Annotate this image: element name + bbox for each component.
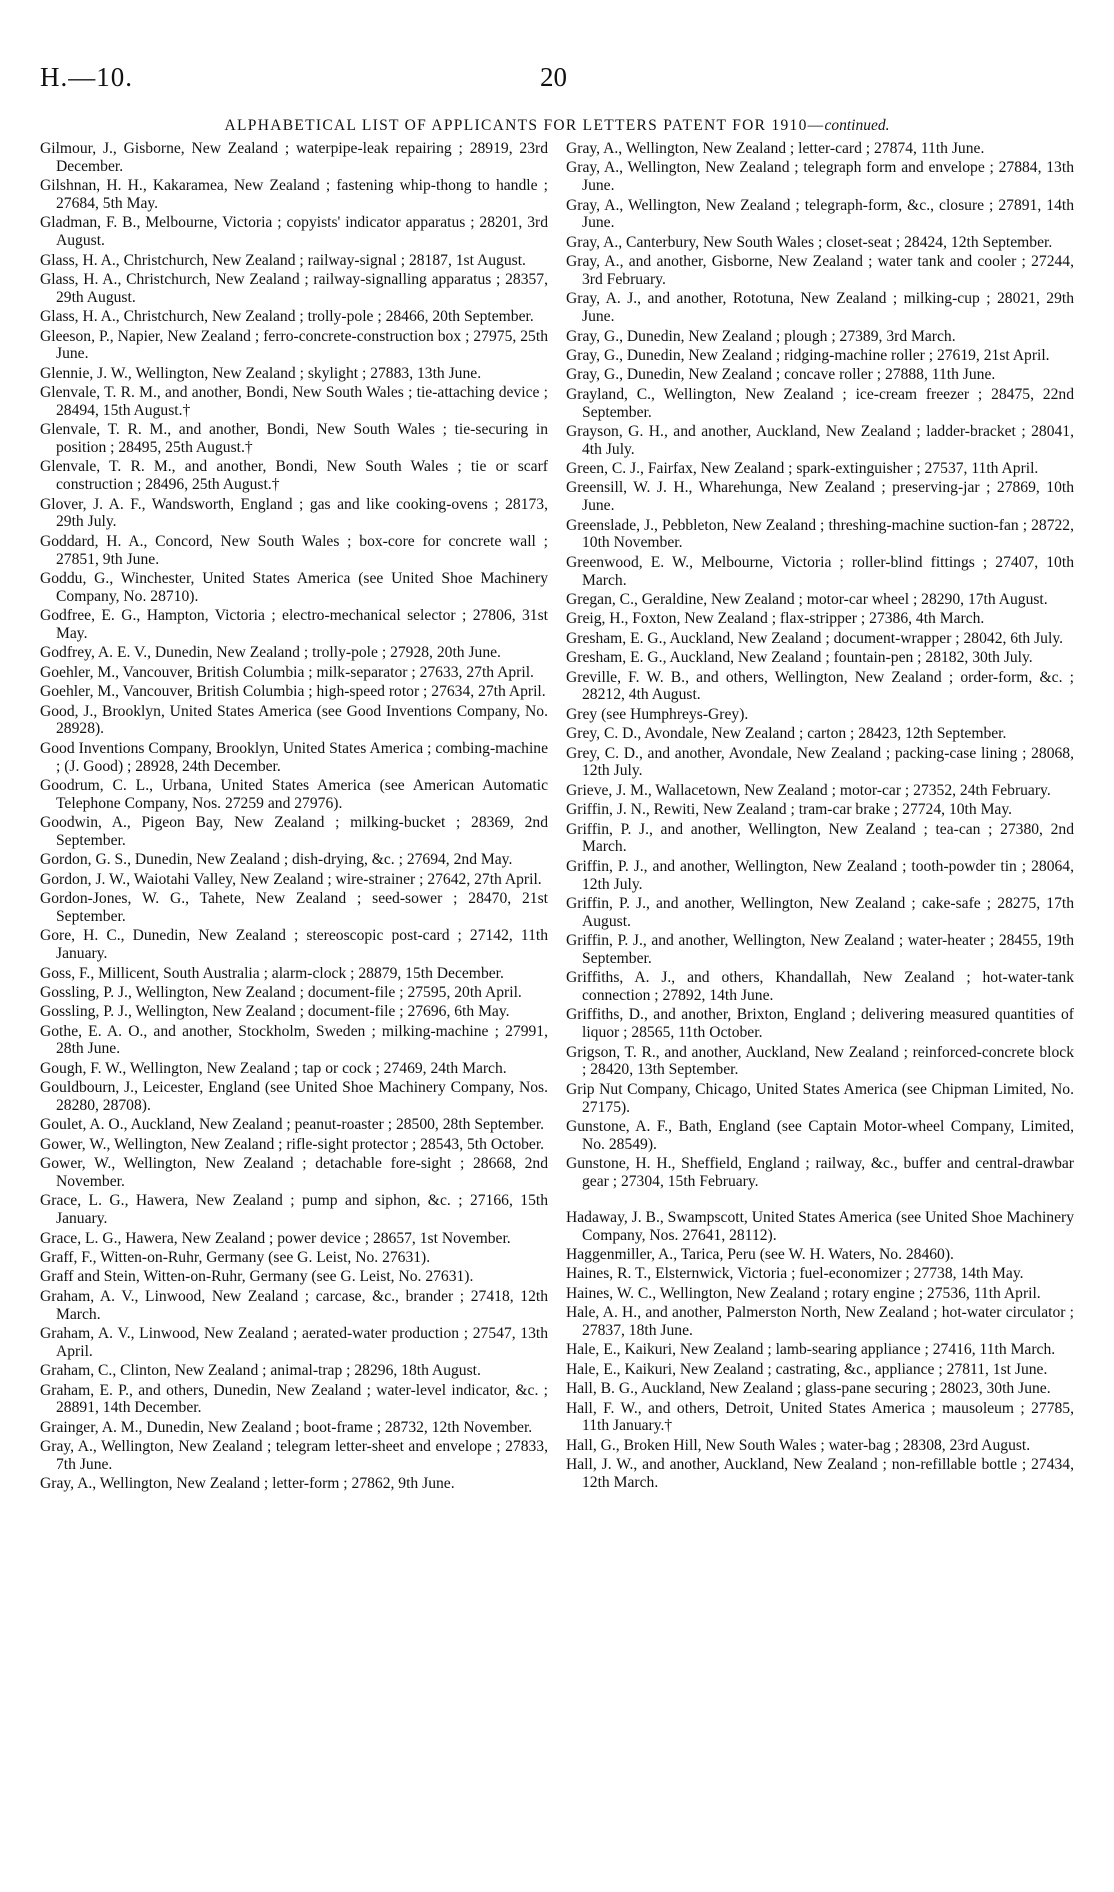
list-item: Gray, G., Dunedin, New Zealand ; plough ; 27389, 3rd March.: [566, 327, 956, 345]
list-item: Gilshnan, H. H., Kakaramea, New Zealand ; fastening whip-thong to handle ; 27684, 5th May.: [40, 177, 548, 212]
list-item: Glenvale, T. R. M., and another, Bondi, New South Wales ; tie or scarf construction ; 28496, 25th August.†: [40, 458, 548, 494]
list-item: Greig, H., Foxton, New Zealand ; flax-stripper ; 27386, 4th March.: [566, 610, 985, 628]
list-item: Glennie, J. W., Wellington, New Zealand ; skylight ; 27883, 13th June.: [40, 364, 482, 382]
list-item: Glover, J. A. F., Wandsworth, England ; gas and like cooking-ovens ; 28173, 29th July.: [40, 495, 548, 531]
list-item: Gleeson, P., Napier, New Zealand ; ferro-concrete-construction box ; 27975, 25th June.: [40, 327, 548, 363]
list-item: Grey, C. D., and another, Avondale, New Zealand ; packing-case lining ; 28068, 12th July.: [566, 744, 1074, 780]
list-item: Goodrum, C. L., Urbana, United States America (see American Automatic Telephone Company, Nos. 27259 and 27976).: [40, 776, 548, 812]
list-item: Griffin, P. J., and another, Wellington, New Zealand ; water-heater ; 28455, 19th September.: [566, 932, 1074, 967]
list-item: Gordon-Jones, W. G., Tahete, New Zealand ; seed-sower ; 28470, 21st September.: [40, 890, 548, 925]
list-item: Griffin, J. N., Rewiti, New Zealand ; tram-car brake ; 27724, 10th May.: [566, 801, 1013, 819]
list-item: Haines, R. T., Elsternwick, Victoria ; fuel-economizer ; 27738, 14th May.: [566, 1265, 1024, 1283]
list-item: Gore, H. C., Dunedin, New Zealand ; stereoscopic post-card ; 27142, 11th January.: [40, 927, 548, 963]
list-item: Graham, E. P., and others, Dunedin, New Zealand ; water-level indicator, &c. ; 28891, 14th December.: [40, 1381, 548, 1417]
list-item: Greensill, W. J. H., Wharehunga, New Zealand ; preserving-jar ; 27869, 10th June.: [566, 479, 1074, 515]
page-title: [0, 117, 1114, 135]
list-item: Goodwin, A., Pigeon Bay, New Zealand ; milking-bucket ; 28369, 2nd September.: [40, 814, 548, 849]
list-item: Hall, B. G., Auckland, New Zealand ; glass-pane securing ; 28023, 30th June.: [566, 1380, 1051, 1398]
list-item: Gray, A., Wellington, New Zealand ; telegraph form and envelope ; 27884, 13th June.: [566, 159, 1074, 195]
list-item: Gray, G., Dunedin, New Zealand ; concave roller ; 27888, 11th June.: [566, 366, 996, 384]
list-item: Gray, A., Canterbury, New South Wales ; closet-seat ; 28424, 12th September.: [566, 233, 1053, 251]
list-item: Goddard, H. A., Concord, New South Wales ; box-core for concrete wall ; 27851, 9th June.: [40, 532, 548, 568]
list-item: Grayson, G. H., and another, Auckland, New Zealand ; ladder-bracket ; 28041, 4th July.: [566, 422, 1074, 458]
list-item: Griffiths, A. J., and others, Khandallah, New Zealand ; hot-water-tank connection ; 27892, 14th June.: [566, 969, 1074, 1005]
list-item: Graham, A. V., Linwood, New Zealand ; aerated-water production ; 27547, 13th April.: [40, 1324, 548, 1360]
list-item: Gouldbourn, J., Leicester, England (see United Shoe Machinery Company, Nos. 28280, 28708).: [40, 1079, 548, 1115]
left-column: [40, 140, 548, 1495]
list-item: Gray, G., Dunedin, New Zealand ; ridging-machine roller ; 27619, 21st April.: [566, 346, 1050, 364]
list-item: Gray, A., and another, Gisborne, New Zealand ; water tank and cooler ; 27244, 3rd February.: [566, 253, 1074, 288]
page-number: 20: [540, 62, 567, 92]
list-item: Gordon, J. W., Waiotahi Valley, New Zealand ; wire-strainer ; 27642, 27th April.: [40, 870, 542, 888]
list-item: Graff and Stein, Witten-on-Ruhr, Germany (see G. Leist, No. 27631).: [40, 1268, 474, 1286]
list-item: Haggenmiller, A., Tarica, Peru (see W. H. Waters, No. 28460).: [566, 1246, 954, 1263]
list-item: Grieve, J. M., Wallacetown, New Zealand ; motor-car ; 27352, 24th February.: [566, 781, 1051, 799]
list-item: Gunstone, A. F., Bath, England (see Captain Motor-wheel Company, Limited, No. 28549).: [566, 1118, 1074, 1153]
list-item: Greenwood, E. W., Melbourne, Victoria ; roller-blind fittings ; 27407, 10th March.: [566, 553, 1074, 589]
list-item: Gresham, E. G., Auckland, New Zealand ; fountain-pen ; 28182, 30th July.: [566, 649, 1033, 667]
list-item: Glass, H. A., Christchurch, New Zealand ; trolly-pole ; 28466, 20th September.: [40, 308, 534, 326]
list-item: Gladman, F. B., Melbourne, Victoria ; copyists' indicator apparatus ; 28201, 3rd August.: [40, 214, 548, 250]
list-item: Griffin, P. J., and another, Wellington, New Zealand ; cake-safe ; 28275, 17th August.: [566, 894, 1074, 930]
list-item: Gray, A., Wellington, New Zealand ; letter-card ; 27874, 11th June.: [566, 140, 985, 157]
list-item: Hale, E., Kaikuri, New Zealand ; lamb-searing appliance ; 27416, 11th March.: [566, 1341, 1056, 1359]
list-item: Hadaway, J. B., Swampscott, United States America (see United Shoe Machinery Company, Nos. 27641, 28112).: [566, 1208, 1074, 1244]
list-item: Hall, J. W., and another, Auckland, New Zealand ; non-refillable bottle ; 27434, 12th March.: [566, 1456, 1074, 1491]
list-item: Gower, W., Wellington, New Zealand ; rifle-sight protector ; 28543, 5th October.: [40, 1135, 545, 1153]
list-item: Grace, L. G., Hawera, New Zealand ; power device ; 28657, 1st November.: [40, 1229, 511, 1247]
list-item: Griffin, P. J., and another, Wellington, New Zealand ; tea-can ; 27380, 2nd March.: [566, 820, 1074, 856]
list-item: Graff, F., Witten-on-Ruhr, Germany (see G. Leist, No. 27631).: [40, 1248, 431, 1266]
list-item: Gray, A. J., and another, Rototuna, New Zealand ; milking-cup ; 28021, 29th June.: [566, 290, 1074, 326]
list-item: Hall, F. W., and others, Detroit, United States America ; mausoleum ; 27785, 11th January.†: [566, 1399, 1074, 1435]
list-item: Godfree, E. G., Hampton, Victoria ; electro-mechanical selector ; 27806, 31st May.: [40, 607, 548, 643]
list-item: Grace, L. G., Hawera, New Zealand ; pump and siphon, &c. ; 27166, 15th January.: [40, 1192, 548, 1228]
list-item: Gray, A., Wellington, New Zealand ; telegram letter-sheet and envelope ; 27833, 7th June.: [40, 1438, 548, 1473]
list-item: Griffiths, D., and another, Brixton, England ; delivering measured quantities of liquor ; 28565, 11th October.: [566, 1006, 1074, 1042]
list-item: Hall, G., Broken Hill, New South Wales ; water-bag ; 28308, 23rd August.: [566, 1436, 1031, 1454]
list-item: Green, C. J., Fairfax, New Zealand ; spark-extinguisher ; 27537, 11th April.: [566, 460, 1039, 478]
list-item: Glenvale, T. R. M., and another, Bondi, New South Wales ; tie-attaching device ; 28494, 15th August.†: [40, 384, 548, 419]
list-item: Hale, A. H., and another, Palmerston North, New Zealand ; hot-water circulator ; 27837, 18th June.: [566, 1304, 1074, 1339]
list-item: Greville, F. W. B., and others, Wellington, New Zealand ; order-form, &c. ; 28212, 4th August.: [566, 668, 1074, 704]
list-item: Goehler, M., Vancouver, British Columbia ; high-speed rotor ; 27634, 27th April.: [40, 683, 546, 701]
list-item: Gunstone, H. H., Sheffield, England ; railway, &c., buffer and central-drawbar gear ; 27304, 15th February.: [566, 1155, 1074, 1191]
list-item: Grey, C. D., Avondale, New Zealand ; carton ; 28423, 12th September.: [566, 725, 1007, 743]
list-item: Glass, H. A., Christchurch, New Zealand ; railway-signalling apparatus ; 28357, 29th August.: [40, 270, 548, 306]
page-title-main: ALPHABETICAL LIST OF APPLICANTS FOR LETTERS PATENT FOR 1910—: [224, 117, 825, 134]
list-item: Grey (see Humphreys-Grey).: [566, 705, 749, 723]
page-title-continued: continued.: [824, 117, 890, 134]
list-item: Gregan, C., Geraldine, New Zealand ; motor-car wheel ; 28290, 17th August.: [566, 591, 1048, 609]
list-item: Goehler, M., Vancouver, British Columbia ; milk-separator ; 27633, 27th April.: [40, 663, 534, 681]
list-item: Goulet, A. O., Auckland, New Zealand ; peanut-roaster ; 28500, 28th September.: [40, 1116, 545, 1134]
list-item: Gray, A., Wellington, New Zealand ; telegraph-form, &c., closure ; 27891, 14th June.: [566, 196, 1074, 232]
list-item: Good Inventions Company, Brooklyn, United States America ; combing-machine ; (J. Good) ; 28928, 24th December.: [40, 739, 548, 775]
list-item: Grigson, T. R., and another, Auckland, New Zealand ; reinforced-concrete block ; 28420, 13th September.: [566, 1043, 1074, 1079]
list-item: Gower, W., Wellington, New Zealand ; detachable fore-sight ; 28668, 2nd November.: [40, 1155, 548, 1191]
list-item: Glass, H. A., Christchurch, New Zealand ; railway-signal ; 28187, 1st August.: [40, 251, 526, 269]
list-item: Grip Nut Company, Chicago, United States America (see Chipman Limited, No. 27175).: [566, 1080, 1074, 1116]
list-item: Graham, C., Clinton, New Zealand ; animal-trap ; 28296, 18th August.: [40, 1362, 481, 1380]
list-item: Grayland, C., Wellington, New Zealand ; ice-cream freezer ; 28475, 22nd September.: [566, 385, 1074, 421]
document-code: H.—10.: [40, 62, 133, 92]
list-item: Good, J., Brooklyn, United States America (see Good Inventions Company, No. 28928).: [40, 702, 548, 738]
list-item: Gossling, P. J., Wellington, New Zealand ; document-file ; 27595, 20th April.: [40, 983, 522, 1001]
list-item: Gossling, P. J., Wellington, New Zealand ; document-file ; 27696, 6th May.: [40, 1003, 510, 1021]
list-item: Gilmour, J., Gisborne, New Zealand ; waterpipe-leak repairing ; 28919, 23rd December.: [40, 140, 548, 175]
list-item: Gresham, E. G., Auckland, New Zealand ; document-wrapper ; 28042, 6th July.: [566, 629, 1063, 647]
list-item: Gough, F. W., Wellington, New Zealand ; tap or cock ; 27469, 24th March.: [40, 1059, 507, 1077]
list-item: Gordon, G. S., Dunedin, New Zealand ; dish-drying, &c. ; 27694, 2nd May.: [40, 851, 513, 869]
list-item: Gothe, E. A. O., and another, Stockholm, Sweden ; milking-machine ; 27991, 28th June.: [40, 1022, 548, 1058]
list-item: Goss, F., Millicent, South Australia ; alarm-clock ; 28879, 15th December.: [40, 964, 504, 982]
list-item: Goddu, G., Winchester, United States America (see United Shoe Machinery Company, No. 28710).: [40, 570, 548, 605]
list-item: Gray, A., Wellington, New Zealand ; letter-form ; 27862, 9th June.: [40, 1475, 455, 1493]
list-item: Hale, E., Kaikuri, New Zealand ; castrating, &c., appliance ; 27811, 1st June.: [566, 1360, 1048, 1378]
list-item: Griffin, P. J., and another, Wellington, New Zealand ; tooth-powder tin ; 28064, 12th July.: [566, 857, 1074, 893]
list-item: Graham, A. V., Linwood, New Zealand ; carcase, &c., brander ; 27418, 12th March.: [40, 1287, 548, 1323]
list-item: Godfrey, A. E. V., Dunedin, New Zealand ; trolly-pole ; 27928, 20th June.: [40, 644, 501, 662]
list-item: Grainger, A. M., Dunedin, New Zealand ; boot-frame ; 28732, 12th November.: [40, 1418, 533, 1436]
list-item: Greenslade, J., Pebbleton, New Zealand ; threshing-machine suction-fan ; 28722, 10th November.: [566, 516, 1074, 552]
right-column: [566, 140, 1074, 1493]
list-item: Glenvale, T. R. M., and another, Bondi, New South Wales ; tie-securing in position ; 28495, 25th August.†: [40, 421, 548, 457]
list-item: Haines, W. C., Wellington, New Zealand ; rotary engine ; 27536, 11th April.: [566, 1284, 1041, 1302]
